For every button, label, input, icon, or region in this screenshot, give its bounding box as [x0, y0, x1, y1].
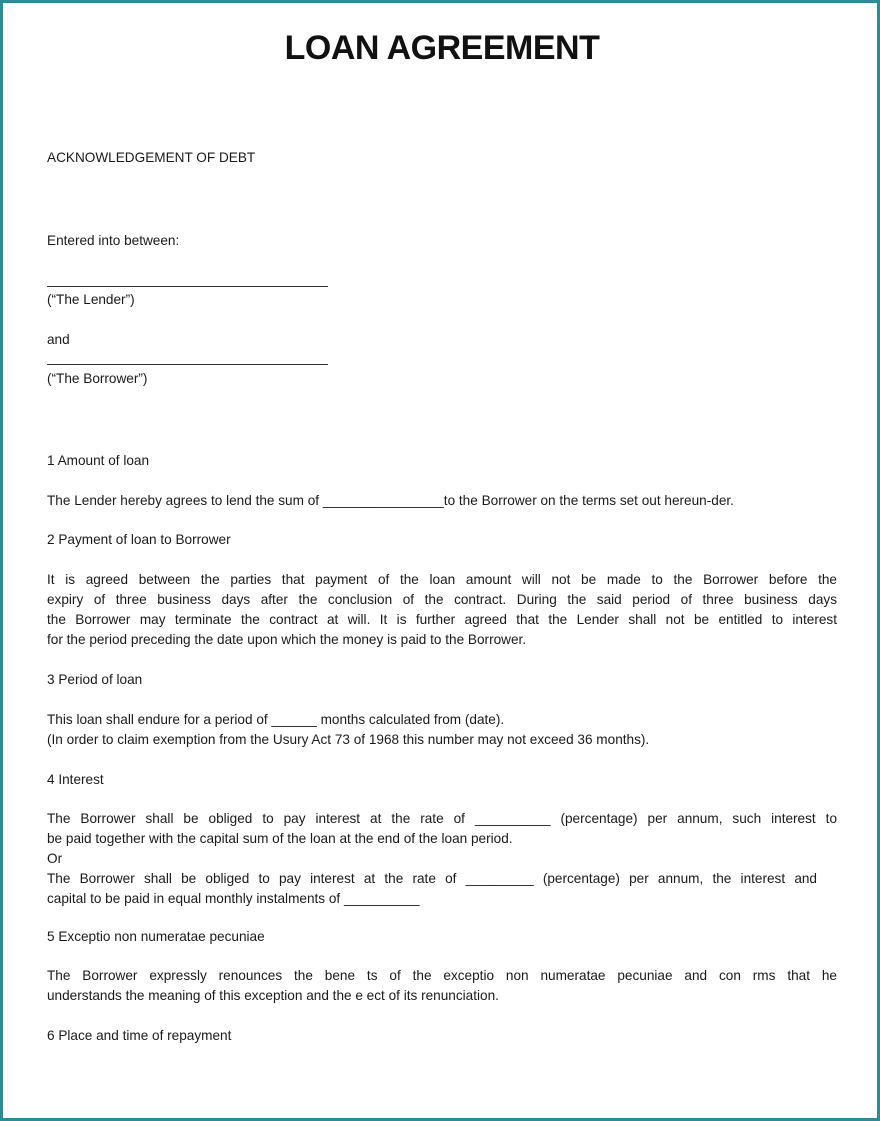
section-2-line: It is agreed between the parties that payment of the loan amount will not be made to the Borrower before the — [47, 572, 837, 587]
section-1-heading: 1 Amount of loan — [47, 453, 150, 468]
borrower-label: (“The Borrower”) — [47, 371, 148, 386]
lender-label: (“The Lender”) — [47, 292, 135, 307]
section-4-or: Or — [47, 851, 63, 866]
section-5-heading: 5 Exceptio non numeratae pecuniae — [47, 929, 265, 944]
section-3-line: (In order to claim exemption from the Usury Act 73 of 1968 this number may not exceed 36 months). — [47, 732, 650, 747]
section-5-line: understands the meaning of this exception and the e ect of its renunciation. — [47, 988, 499, 1003]
section-3-heading: 3 Period of loan — [47, 672, 143, 687]
lender-name-blank[interactable] — [47, 286, 328, 287]
section-2-line: the Borrower may terminate the contract at will. It is further agreed that the Lender shall not be entitled to interest — [47, 612, 837, 627]
section-2-heading: 2 Payment of loan to Borrower — [47, 532, 231, 547]
and-text: and — [47, 332, 70, 347]
section-3-body — [47, 710, 649, 750]
document-title: LOAN AGREEMENT — [284, 29, 600, 67]
section-4-line: The Borrower shall be obliged to pay interest at the rate of _________ (percentage) per annum, the interest and — [47, 871, 817, 886]
section-4-line: capital to be paid in equal monthly instalments of __________ — [47, 891, 420, 906]
section-5-line: The Borrower expressly renounces the bene ts of the exceptio non numeratae pecuniae and con rms that he — [47, 968, 837, 983]
document-subtitle: ACKNOWLEDGEMENT OF DEBT — [47, 150, 256, 165]
entered-into-text: Entered into between: — [47, 233, 180, 248]
section-4-line: The Borrower shall be obliged to pay interest at the rate of __________ (percentage) per annum, such interest to — [47, 811, 837, 826]
borrower-name-blank[interactable] — [47, 364, 328, 365]
section-5-body — [47, 966, 837, 1006]
section-4-heading: 4 Interest — [47, 772, 104, 787]
section-4-body — [47, 809, 837, 909]
section-2-body — [47, 570, 837, 650]
section-6-heading: 6 Place and time of repayment — [47, 1028, 232, 1043]
section-2-line: expiry of three business days after the conclusion of the contract. During the said period of three business days — [47, 592, 837, 607]
section-1-body: The Lender hereby agrees to lend the sum of ________________to the Borrower on the terms set out hereun-der. — [47, 493, 734, 508]
section-2-line: for the period preceding the date upon which the money is paid to the Borrower. — [47, 632, 527, 647]
section-4-line: be paid together with the capital sum of the loan at the end of the loan period. — [47, 831, 513, 846]
section-3-line: This loan shall endure for a period of ______ months calculated from (date). — [47, 712, 505, 727]
